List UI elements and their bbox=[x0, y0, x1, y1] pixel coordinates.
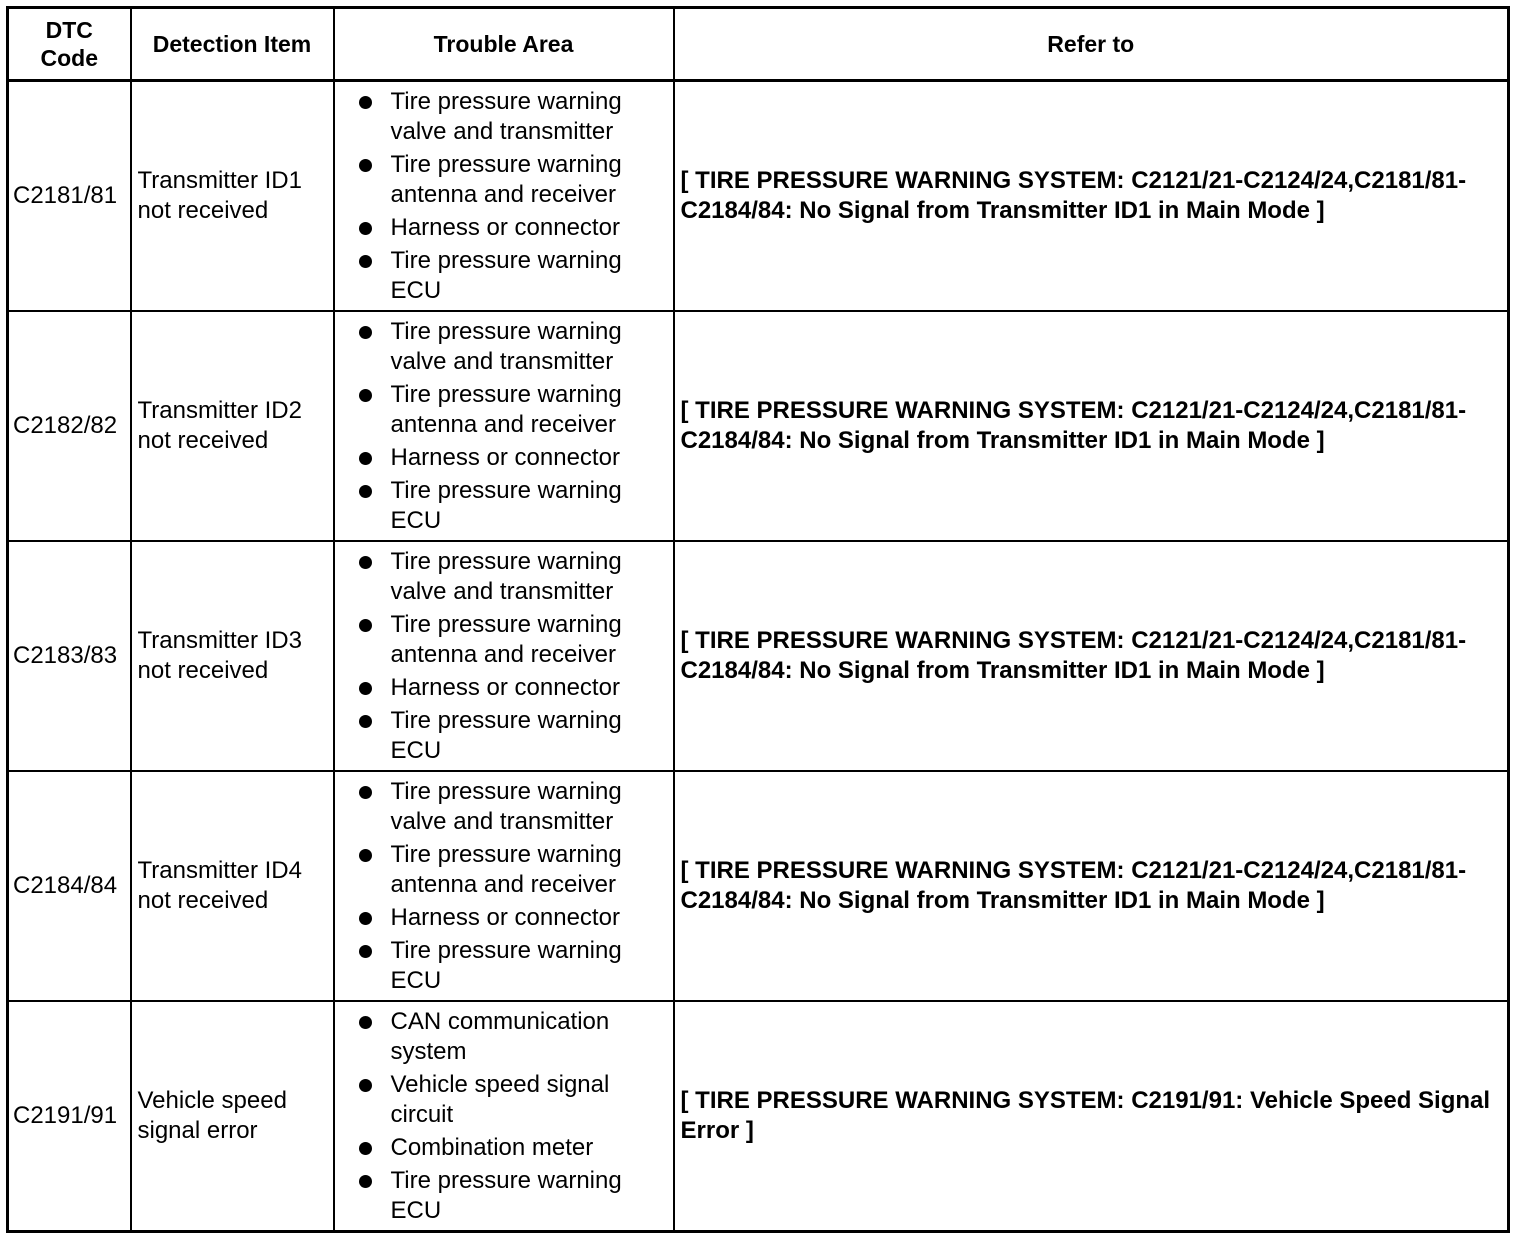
trouble-area-text: Tire pressure warning ECU bbox=[390, 476, 622, 534]
detection-item-cell: Transmitter ID1 not received bbox=[131, 81, 334, 312]
refer-to-link[interactable]: [ TIRE PRESSURE WARNING SYSTEM: C2121/21-C2124/24,C2181/81-C2184/84: No Signal from Transmitter ID1 in Main Mode ] bbox=[674, 541, 1509, 771]
trouble-area-item bbox=[357, 443, 669, 473]
detection-item-cell: Transmitter ID4 not received bbox=[131, 771, 334, 1001]
trouble-area-item bbox=[357, 936, 669, 996]
trouble-area-item bbox=[357, 777, 669, 837]
trouble-area-text: Tire pressure warning antenna and receiver bbox=[390, 610, 622, 668]
trouble-area-item bbox=[357, 1133, 669, 1163]
trouble-area-list bbox=[357, 87, 669, 306]
trouble-area-cell bbox=[334, 81, 674, 312]
table-row bbox=[8, 1001, 1509, 1232]
trouble-area-item bbox=[357, 380, 669, 440]
trouble-area-item bbox=[357, 673, 669, 703]
trouble-area-item bbox=[357, 1070, 669, 1130]
trouble-area-cell bbox=[334, 771, 674, 1001]
trouble-area-item bbox=[357, 476, 669, 536]
bullet-icon bbox=[359, 96, 372, 109]
header-refer-to: Refer to bbox=[674, 8, 1509, 81]
bullet-icon bbox=[359, 682, 372, 695]
bullet-icon bbox=[359, 222, 372, 235]
bullet-icon bbox=[359, 389, 372, 402]
trouble-area-item bbox=[357, 87, 669, 147]
trouble-area-text: CAN communication system bbox=[390, 1007, 610, 1065]
trouble-area-text: Tire pressure warning valve and transmitter bbox=[390, 317, 622, 375]
trouble-area-text: Harness or connector bbox=[390, 443, 620, 471]
trouble-area-list bbox=[357, 547, 669, 766]
trouble-area-cell bbox=[334, 541, 674, 771]
trouble-area-cell bbox=[334, 311, 674, 541]
table-row bbox=[8, 771, 1509, 1001]
bullet-icon bbox=[359, 1175, 372, 1188]
trouble-area-text: Tire pressure warning antenna and receiver bbox=[390, 150, 622, 208]
bullet-icon bbox=[359, 485, 372, 498]
bullet-icon bbox=[359, 786, 372, 799]
header-detection-item: Detection Item bbox=[131, 8, 334, 81]
bullet-icon bbox=[359, 912, 372, 925]
trouble-area-cell bbox=[334, 1001, 674, 1232]
table-row bbox=[8, 541, 1509, 771]
trouble-area-item bbox=[357, 547, 669, 607]
trouble-area-item bbox=[357, 317, 669, 377]
detection-item-cell: Vehicle speed signal error bbox=[131, 1001, 334, 1232]
dtc-code-cell: C2183/83 bbox=[8, 541, 131, 771]
dtc-code-cell: C2191/91 bbox=[8, 1001, 131, 1232]
trouble-area-text: Tire pressure warning valve and transmitter bbox=[390, 547, 622, 605]
bullet-icon bbox=[359, 159, 372, 172]
trouble-area-item bbox=[357, 1166, 669, 1226]
bullet-icon bbox=[359, 619, 372, 632]
refer-to-link[interactable]: [ TIRE PRESSURE WARNING SYSTEM: C2121/21-C2124/24,C2181/81-C2184/84: No Signal from Transmitter ID1 in Main Mode ] bbox=[674, 311, 1509, 541]
trouble-area-text: Combination meter bbox=[390, 1133, 594, 1161]
trouble-area-text: Tire pressure warning ECU bbox=[390, 706, 622, 764]
bullet-icon bbox=[359, 715, 372, 728]
bullet-icon bbox=[359, 849, 372, 862]
trouble-area-text: Vehicle speed signal circuit bbox=[390, 1070, 610, 1128]
bullet-icon bbox=[359, 255, 372, 268]
header-dtc-code: DTC Code bbox=[8, 8, 131, 81]
detection-item-cell: Transmitter ID3 not received bbox=[131, 541, 334, 771]
trouble-area-item bbox=[357, 1007, 669, 1067]
refer-to-link[interactable]: [ TIRE PRESSURE WARNING SYSTEM: C2121/21-C2124/24,C2181/81-C2184/84: No Signal from Transmitter ID1 in Main Mode ] bbox=[674, 81, 1509, 312]
trouble-area-list bbox=[357, 1007, 669, 1226]
trouble-area-text: Harness or connector bbox=[390, 673, 620, 701]
trouble-area-text: Tire pressure warning valve and transmitter bbox=[390, 87, 622, 145]
dtc-code-cell: C2181/81 bbox=[8, 81, 131, 312]
bullet-icon bbox=[359, 556, 372, 569]
trouble-area-text: Harness or connector bbox=[390, 903, 620, 931]
table-row bbox=[8, 81, 1509, 312]
dtc-code-cell: C2184/84 bbox=[8, 771, 131, 1001]
trouble-area-list bbox=[357, 777, 669, 996]
detection-item-cell: Transmitter ID2 not received bbox=[131, 311, 334, 541]
bullet-icon bbox=[359, 326, 372, 339]
trouble-area-text: Tire pressure warning antenna and receiver bbox=[390, 840, 622, 898]
trouble-area-list bbox=[357, 317, 669, 536]
trouble-area-item bbox=[357, 246, 669, 306]
bullet-icon bbox=[359, 1016, 372, 1029]
dtc-table-container bbox=[6, 6, 1507, 1231]
trouble-area-text: Tire pressure warning antenna and receiver bbox=[390, 380, 622, 438]
header-trouble-area: Trouble Area bbox=[334, 8, 674, 81]
trouble-area-text: Tire pressure warning ECU bbox=[390, 1166, 622, 1224]
dtc-table bbox=[6, 6, 1510, 1233]
table-row bbox=[8, 311, 1509, 541]
trouble-area-item bbox=[357, 150, 669, 210]
trouble-area-item bbox=[357, 213, 669, 243]
dtc-code-cell: C2182/82 bbox=[8, 311, 131, 541]
trouble-area-item bbox=[357, 840, 669, 900]
table-body bbox=[8, 81, 1509, 1232]
refer-to-link[interactable]: [ TIRE PRESSURE WARNING SYSTEM: C2191/91: Vehicle Speed Signal Error ] bbox=[674, 1001, 1509, 1232]
refer-to-link[interactable]: [ TIRE PRESSURE WARNING SYSTEM: C2121/21-C2124/24,C2181/81-C2184/84: No Signal from Transmitter ID1 in Main Mode ] bbox=[674, 771, 1509, 1001]
trouble-area-text: Tire pressure warning valve and transmitter bbox=[390, 777, 622, 835]
bullet-icon bbox=[359, 945, 372, 958]
header-row bbox=[8, 8, 1509, 81]
bullet-icon bbox=[359, 452, 372, 465]
trouble-area-text: Tire pressure warning ECU bbox=[390, 246, 622, 304]
bullet-icon bbox=[359, 1142, 372, 1155]
trouble-area-item bbox=[357, 903, 669, 933]
trouble-area-item bbox=[357, 610, 669, 670]
trouble-area-text: Tire pressure warning ECU bbox=[390, 936, 622, 994]
bullet-icon bbox=[359, 1079, 372, 1092]
trouble-area-text: Harness or connector bbox=[390, 213, 620, 241]
trouble-area-item bbox=[357, 706, 669, 766]
